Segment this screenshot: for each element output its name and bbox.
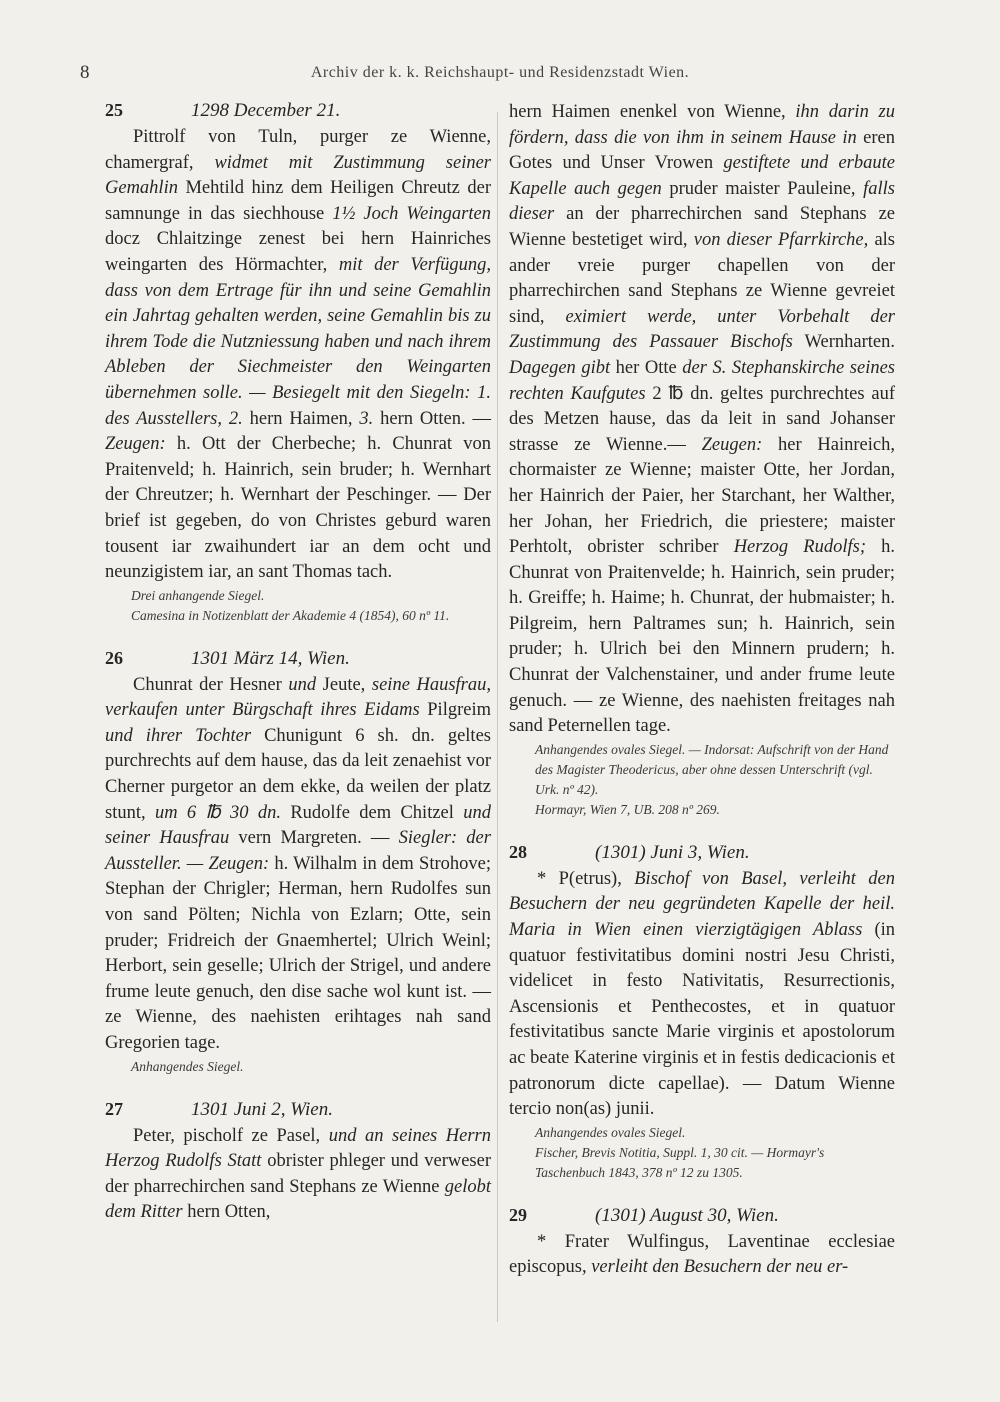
left-column — [105, 100, 491, 1226]
italic-run: und — [288, 674, 317, 695]
entry-26-text: Chunrat der Hesner und Jeute, seine Hausfrau, verkaufen unter Bürgschaft ihres Eidams Pilgreim und ihrer Tochter Chunigunt 6 sh. dn. geltes purchrechts auf dem hause, das da leit zenaehist vor Cherner purgetor an dem ekke, da weilen der platz stunt, um 6 ℔ 30 dn. Rudolfe dem Chitzel und seiner Hausfrau vern Margreten. — Siegler: der Aussteller. — Zeugen: h. Wilhalm in dem Strohove; Stephan der Chrigler; Herman, hern Rudolfes sun von sand Pölten; Nichla von Ezlarn; Otte, sein pruder; Fridreich der Gnaemhertel; Ulrich Weinl; Herbort, sein geselle; Ulrich der Strigel, und andere frume leute genuch, den dise sache wol kunt ist. — ze Wienne, des naehisten erihtages nah sand Gregorien tage. — [105, 674, 491, 1053]
entry-number: 29 — [509, 1204, 527, 1225]
page-header — [0, 62, 1000, 86]
entry-28-citation: Fischer, Brevis Notitia, Suppl. 1, 30 cit. — Hormayr's Taschenbuch 1843, 378 nº 12 zu 1305. — [535, 1144, 825, 1180]
italic-run: Bischof von Basel, verleiht den Besuchern der neu gegründeten Kapelle der heil. Maria in Wien einen vierzigtägigen Ablass — [509, 868, 895, 941]
entry-number: 28 — [509, 841, 527, 862]
italic-run: seine Hausfrau, verkaufen unter Bürgschaft ihres Eidams — [105, 674, 491, 721]
column-divider — [497, 112, 498, 1322]
entry-25-text: Pittrolf von Tuln, purger ze Wienne, chamergraf, widmet mit Zustimmung seiner Gemahlin Mehtild hinz dem Heiligen Chreutz der samnunge in das siechhouse 1½ Joch Weingarten docz Chlaitzinge zenest bei hern Hainriches weingarten des Hörmachter, mit der Verfügung, dass von dem Ertrage für ihn und seine Gemahlin ein Jahrtag gehalten werden, seine Gemahlin bis zu ihrem Tode die Nutzniessung haben und nach ihrem Ableben der Siechmeister den Weingarten übernehmen solle. — Besiegelt mit den Siegeln: 1. des Ausstellers, 2. hern Haimen, 3. hern Otten. — Zeugen: h. Ott der Cherbeche; h. Chunrat von Praitenveld; h. Hainrich, sein bruder; h. Wernhart der Chreutzer; h. Wernhart der Peschinger. — Der brief ist gegeben, do von Christes geburd waren tousent iar zwaihundert iar an dem ocht und neunzigistem iar, an sant Thomas tach. — [105, 127, 491, 583]
italic-run: ihn darin zu fördern, dass die von ihm in seinem Hause in — [509, 102, 895, 148]
italic-run: verleiht den Besuchern der neu er- — [591, 1257, 849, 1278]
page-number: 8 — [80, 62, 90, 83]
entry-27-text-part2: hern Haimen enenkel von Wienne, ihn darin zu fördern, dass die von ihm in seinem Hause in eren Gotes und Unser Vrowen gestiftete und erbaute Kapelle auch gegen pruder maister Pauleine, falls dieser an der pharrechirchen sand Stephans ze Wienne bestetiget wird, von dieser Pfarrkirche, als ander vreie purger chapellen von der pharrechirchen sand Stephans ze Wienne gevreiet sind, eximiert werde, unter Vorbehalt der Zustimmung des Passauer Bischofs Wernharten. Dagegen gibt her Otte der S. Stephanskirche seines rechten Kaufgutes 2 ℔ dn. geltes purchrechtes auf des Metzen hause, das da leit in sand Johanser strasse ze Wienne.— Zeugen: her Hainreich, chormaister ze Wienne; maister Otte, her Jordan, her Hainrich der Paier, her Starchant, her Walther, her Johan, her Friedrich, die priestere; maister Perhtolt, obrister schriber Herzog Rudolfs; h. Chunrat von Praitenvelde; h. Hainrich, sein pruder; h. Greiffe; h. Haime; h. Chunrat, der hubmaister; h. Pilgreim, hern Paltrames sun; h. Hainrich, sein pruder; h. Ulrich bei den Minnern prudern; h. Chunrat der Valchenstainer, und ander frume leute genuch. — ze Wienne, des naehisten freitages nah sand Peternellen tage. — [509, 102, 896, 737]
italic-run: mit der Verfügung, dass von dem Ertrage für ihn und seine Gemahlin ein Jahrtag gehalten werden, seine Gemahlin bis zu ihrem Tode die Nutzniessung haben und nach ihrem Ableben der Siechmeister den Weingarten übernehmen solle. — Besiegelt mit den Siegeln: 1. des Ausstellers, 2. — [105, 254, 491, 429]
italic-run: gestiftete und erbaute Kapelle auch gegen — [509, 153, 895, 199]
entry-number: 26 — [105, 647, 123, 668]
entry-number: 27 — [105, 1098, 123, 1119]
entry-26-seal-note: Anhangendes Siegel. — [131, 1058, 244, 1074]
italic-run: Dagegen gibt — [509, 357, 611, 378]
italic-run: falls dieser — [509, 178, 895, 225]
entry-28-text: * P(etrus), Bischof von Basel, verleiht den Besuchern der neu gegründeten Kapelle der heil. Maria in Wien einen vierzigtägigen Ablass (in quatuor festivitatibus domini nostri Jesu Christi, videlicet in festo Nativitatis, Resurrectionis, Ascensionis et Penthecostes, et in quatuor festivitatibus sancte Marie virginis et apostolorum ac beate Katerine virginis et in festis dedicacionis et patronorum dicte capellae). — Datum Wienne tercio non(as) junii. — [509, 868, 895, 1120]
entry-27-seal-note: Anhangendes ovales Siegel. — Indorsat: Aufschrift von der Hand des Magister Theodericus, aber ohne dessen Unterschrift (vgl. Urk. nº 42). — [535, 741, 889, 797]
italic-run: Zeugen: — [701, 434, 763, 455]
right-column — [509, 100, 895, 1281]
italic-run: der S. Stephanskirche seines rechten Kaufgutes — [509, 357, 896, 404]
entry-27-text-part1: Peter, pischolf ze Pasel, und an seines Herrn Herzog Rudolfs Statt obrister phleger und verweser der pharrechirchen sand Stephans ze Wienne gelobt dem Ritter hern Otten, — [105, 1125, 492, 1223]
entry-date: 1301 Juni 2, Wien. — [191, 1098, 333, 1120]
entry-25-citation: Camesina in Notizenblatt der Akademie 4 (1854), 60 nº 11. — [131, 607, 450, 623]
italic-run: von dieser Pfarrkirche, — [693, 229, 869, 250]
entry-date: 1301 März 14, Wien. — [191, 647, 350, 669]
entry-26-heading — [105, 648, 491, 670]
entry-29-text: * Frater Wulfingus, Laventinae ecclesiae episcopus, verleiht den Besuchern der neu er- — [509, 1231, 895, 1278]
italic-run: um 6 ℔ 30 dn. — [154, 802, 281, 823]
entry-25-heading — [105, 100, 491, 122]
italic-run: widmet mit Zustimmung seiner Gemahlin — [105, 152, 491, 199]
entry-27-citation: Hormayr, Wien 7, UB. 208 nº 269. — [535, 801, 720, 817]
italic-run: Herzog Rudolfs; — [733, 537, 866, 558]
italic-run: Siegler: der Aussteller. — Zeugen: — [105, 828, 491, 874]
entry-date: 1298 December 21. — [191, 100, 341, 121]
italic-run: Zeugen: — [105, 434, 166, 455]
entry-27-heading — [105, 1099, 491, 1121]
italic-run: und seiner Hausfrau — [105, 802, 491, 849]
italic-run: eximiert werde, unter Vorbehalt der Zustimmung des Passauer Bischofs — [509, 306, 896, 353]
running-title: Archiv der k. k. Reichshaupt- und Residenzstadt Wien. — [310, 64, 690, 81]
italic-run: und an seines Herrn Herzog Rudolfs Statt — [105, 1125, 491, 1172]
italic-run: 1½ Joch Weingarten — [332, 203, 491, 224]
italic-run: und ihrer Tochter — [105, 725, 252, 746]
entry-28-heading — [509, 842, 895, 864]
entry-number: 25 — [105, 100, 123, 120]
entry-25-seal-note: Drei anhangende Siegel. — [131, 587, 265, 603]
italic-run: gelobt dem Ritter — [105, 1176, 491, 1223]
entry-date: (1301) August 30, Wien. — [595, 1204, 779, 1226]
italic-run: 3. — [359, 408, 374, 429]
entry-29-heading — [509, 1205, 895, 1227]
entry-28-seal-note: Anhangendes ovales Siegel. — [535, 1124, 686, 1140]
entry-date: (1301) Juni 3, Wien. — [595, 841, 750, 863]
